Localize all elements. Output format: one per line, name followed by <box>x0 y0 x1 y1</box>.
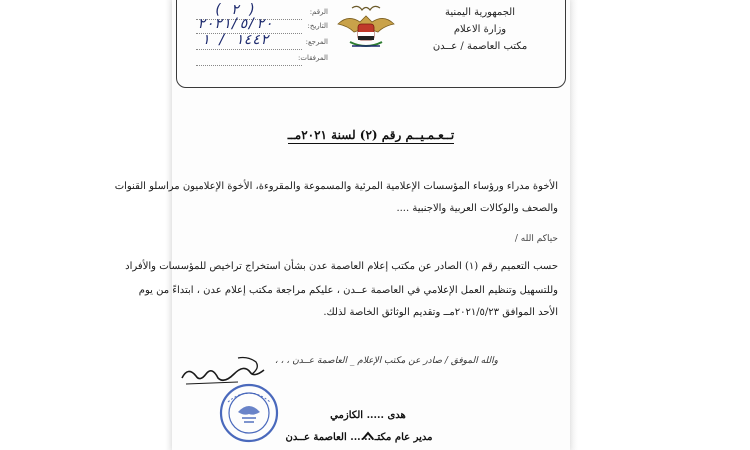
ref-reference-row <box>178 32 328 52</box>
scan-background-right <box>570 0 750 450</box>
circular-title-text: تــعـمـيــم رقم (٢) لسنة ٢٠٢١مــ <box>287 128 455 142</box>
ref-number-label: الرقم: <box>309 8 328 16</box>
scan-background-left <box>0 0 172 450</box>
document-page <box>114 0 570 450</box>
official-stamp-icon <box>218 382 280 444</box>
ref-dotted-line <box>196 65 302 66</box>
ref-dotted-line <box>196 49 302 50</box>
country-name: الجمهورية اليمنية <box>444 7 515 18</box>
office-name: مكتب العاصمة / عــدن <box>432 41 528 52</box>
greeting: حياكم الله / <box>514 234 558 244</box>
ref-number-value: ( ٢ ) <box>213 2 257 18</box>
closing-line: والله الموفق / صادر عن مكتب الإعلام _ العاصمة عــدن ، ، ، <box>274 356 498 366</box>
ref-reference-label: المرجع: <box>305 38 328 46</box>
addressee-line-2: والصحف والوكالات العربية والاجنبية .... <box>396 203 558 214</box>
reference-fields <box>178 2 328 66</box>
paragraph-line-1: حسب التعميم رقم (١) الصادر عن مكتب إعلام العاصمة عدن بشأن استخراج تراخيص للمؤسسات والأفراد <box>125 261 558 272</box>
circular-title <box>172 128 570 142</box>
paragraph-line-2: وللتسهيل وتنظيم العمل الإعلامي في العاصمة عــدن ، عليكم مراجعة مكتب إعلام عدن ، ابتداءً من يوم <box>138 285 558 296</box>
signatory-name: هدى ..... الكازمي <box>330 410 406 421</box>
paragraph-line-3: الأحد الموافق ٢٠٢١/٥/٢٣مــ وتقديم الوثائق الخاصة لذلك. <box>323 307 558 318</box>
ref-reference-value: ١٤٤٢ / ١ <box>201 32 269 48</box>
ref-attachments-row <box>178 52 328 68</box>
letterhead-text <box>410 4 550 55</box>
ref-date-label: التاريخ: <box>307 22 328 30</box>
yemen-eagle-emblem-icon <box>334 2 398 54</box>
ref-attachments-label: المرفقات: <box>298 54 328 62</box>
addressee-line-1: الأخوة مدراء ورؤساء المؤسسات الإعلامية المرئية والمسموعة والمقروءة، الأخوة الإعلاميون مراسلو القنوات <box>114 181 558 192</box>
signatory-title: مدير عام مكتـ....... العاصمة عــدن <box>285 432 433 443</box>
ref-date-value: ٢٠٢١/٥/٢٠ <box>197 16 273 32</box>
ministry-name: وزارة الاعلام <box>453 24 507 35</box>
